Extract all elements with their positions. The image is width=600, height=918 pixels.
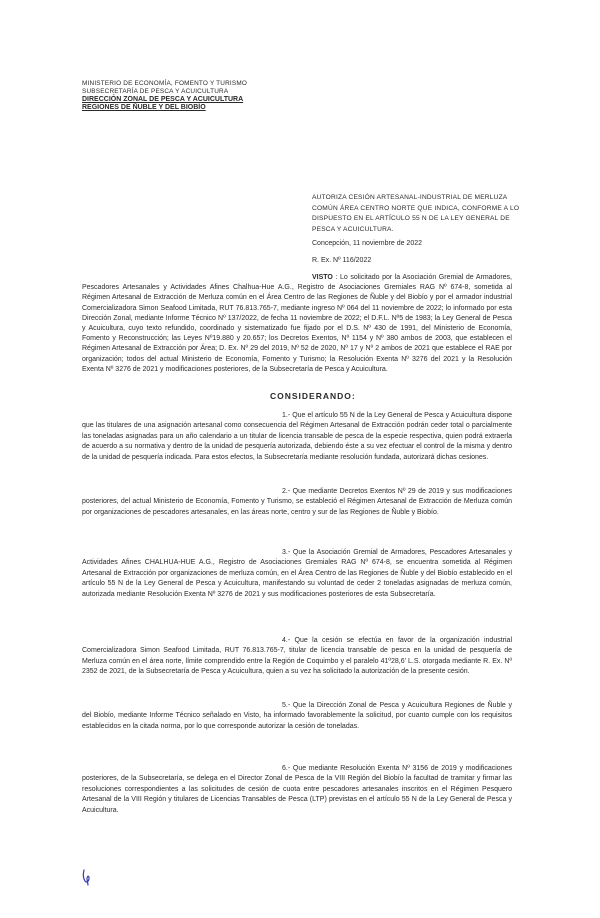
ministry-name: MINISTERIO DE ECONOMÍA, FOMENTO Y TURISMO [82, 80, 248, 87]
considerando-paragraph-2: 2.- Que mediante Decretos Exentos Nº 29 de 2019 y sus modificaciones posteriores, del actual Ministerio de Economía, Fomento y Turismo, se estableció el Régimen Artesanal de Extracción de Merluza común por organizaciones de pescadores artesanales, en las áreas norte, centro y sur de las Regiones de Ñuble y Biobío. [82, 488, 512, 516]
resolution-date: Concepción, 11 noviembre de 2022 [312, 240, 423, 247]
resolution-subject: AUTORIZA CESIÓN ARTESANAL-INDUSTRIAL DE MERLUZA COMÚN ÁREA CENTRO NORTE QUE INDICA, CONFORME A LO DISPUESTO EN EL ARTÍCULO 55 N DE LA LEY GENERAL DE PESCA Y ACUICULTURA. [312, 194, 520, 233]
zonal-direction-name: DIRECCIÓN ZONAL DE PESCA Y ACUICULTURA [82, 96, 244, 103]
considerando-paragraph-1: 1.- Que el artículo 55 N de la Ley General de Pesca y Acuicultura dispone que las titulares de una asignación artesanal como consecuencia del Régimen Artesanal de Extracción podrán ceder total o parcialmente las toneladas asignadas para un año calendario a un titular de licencia transable de pesca de la especie respectiva, quien podrá extraerla de acuerdo a su normativa y dentro de la unidad de pesquería autorizada, debiendo éste a su vez efectuar el control de la misma y dentro de la unidad de pesquería indicada. Para estos efectos, la Subsecretaría mediante resolución fundada, autorizará dichas cesiones. [82, 412, 512, 461]
handwritten-initial-mark [80, 868, 94, 886]
considerando-paragraph-6: 6.- Que mediante Resolución Exenta Nº 3156 de 2019 y modificaciones posteriores, de la Subsecretaría, se delega en el Director Zonal de Pesca de la VIII Región del Biobío la facultad de tramitar y firmar las resoluciones correspondientes a las solicitudes de cesión de cuota entre pescadores artesanales inscritos en el Régimen Pesquero Artesanal de la VIII Región y titulares de Licencias Transables de Pesca (LTP) previstas en el artículo 55 N de la Ley General de Pesca y Acuicultura. [82, 765, 512, 814]
visto-text: : Lo solicitado por la Asociación Gremial de Armadores, Pescadores Artesanales y Actividades Afines Chalhua-Hue A.G., Registro de Asociaciones Gremiales RAG Nº 674-8, sometida al Régimen Artesanal de Extracción de Merluza común en el Área Centro de las Regiones de Ñuble y del Biobío y por el armador industrial Comercializadora Simon Seafood Limitada, RUT 76.813.765-7, mediante ingreso Nº 064 del 11 noviembre de 2022; lo informado por esta Dirección Zonal, mediante Informe Técnico Nº 137/2022, de fecha 11 noviembre de 2022; el D.F.L. Nº5 de 1983; la Ley General de Pesca y Acuicultura, cuyo texto refundido, coordinado y sistematizado fue fijado por el D.S. Nº 430 de 1991, del Ministerio de Economía, Fomento y Reconstrucción; las Leyes Nº19.880 y 20.657; los Decretos Exentos, Nº 1154 y Nº 380 ambos de 2003, que establecen el Régimen Artesanal de Extracción por Área; D. Ex. Nº 29 del 2019, Nº 52 de 2020, Nº 17 y Nº 2 ambos de 2021 que establece el RAE por organización; todos del actual Ministerio de Economía, Fomento y Turismo; la Resolución Exenta Nº 3276 del 2021 y la Resolución Exenta Nº 3276 de 2021 y modificaciones posteriores, de la Subsecretaría de Pesca y Acuicultura. [82, 274, 512, 373]
subsecretariat-name: SUBSECRETARÍA DE PESCA Y ACUICULTURA [82, 88, 229, 95]
letterhead [82, 80, 282, 112]
considerando-paragraph-4: 4.- Que la cesión se efectúa en favor de la organización industrial Comercializadora Simon Seafood Limitada, RUT 76.813.765-7, titular de licencia transable de pesca en la unidad de pesquería de Merluza común en el área norte, límite comprendido entre la Región de Coquimbo y el paralelo 41º28,6' L.S. otorgada mediante R. Ex. Nº 2352 de 2021, de la Subsecretaría de Pesca y Acuicultura, quien a su vez ha solicitado la autorización de la presente cesión. [82, 637, 512, 676]
resolution-number: R. Ex. Nº 116/2022 [312, 257, 372, 264]
visto-label: VISTO [312, 274, 333, 281]
considerando-paragraph-3: 3.- Que la Asociación Gremial de Armadores, Pescadores Artesanales y Actividades Afines CHALHUA-HUE A.G., Registro de Asociaciones Gremiales RAG Nº 674-8, se encuentra sometida al Régimen Artesanal de Extracción por organizaciones de merluza común, en el Área Centro de las Regiones de Ñuble y del Biobío establecido en el artículo 55 N de la Ley General de Pesca y Acuicultura, manifestando su voluntad de ceder 2 toneladas asignadas de merluza común, autorizada mediante Resolución Exenta Nº 3276 de 2021 y sus modificaciones posteriores de esta Subsecretaría. [82, 549, 512, 598]
regions-name: REGIONES DE ÑUBLE Y DEL BIOBÍO [82, 104, 206, 111]
visto-section [82, 273, 512, 375]
considerando-paragraph-5: 5.- Que la Dirección Zonal de Pesca y Acuicultura Regiones de Ñuble y del Biobío, mediante Informe Técnico señalado en Visto, ha informado favorablemente la solicitud, por cuanto cumple con los requisitos establecidos en la citada norma, por lo que corresponde autorizar la cesión de toneladas. [82, 702, 512, 730]
considerando-heading: CONSIDERANDO: [270, 391, 356, 401]
